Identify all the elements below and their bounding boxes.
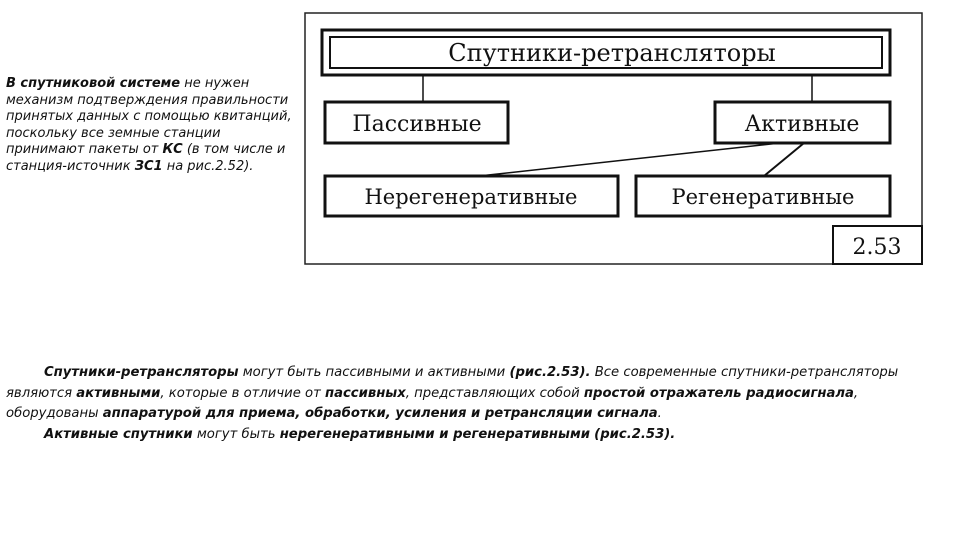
intro-text-2: (в том числе и станция-источник bbox=[6, 142, 286, 174]
p1-text-6: . bbox=[657, 406, 662, 421]
p1-emphasis-active: активными bbox=[76, 385, 161, 401]
p2-emphasis: нерегенеративными и регенеративными bbox=[279, 426, 590, 442]
p1-figure-ref: (рис.2.53). bbox=[509, 365, 591, 380]
paragraph-2 bbox=[6, 425, 941, 446]
nonregenerative-label: Нерегенеративные bbox=[364, 185, 578, 209]
p1-text-5: , оборудованы bbox=[6, 385, 859, 421]
root-label: Спутники-ретрансляторы bbox=[448, 39, 776, 67]
p1-text-2: Все современные спутники-ретрансляторы являются bbox=[6, 365, 899, 401]
p2-figure-ref: (рис.2.53). bbox=[594, 426, 676, 442]
intro-text-3: на рис.2.52). bbox=[162, 158, 254, 174]
active-label: Активные bbox=[744, 112, 860, 137]
intro-emphasis-3: ЗС1 bbox=[134, 158, 163, 174]
body-text bbox=[6, 363, 941, 445]
p1-emphasis-equipment: аппаратурой для приема, обработки, усиления и ретрансляции сигнала bbox=[102, 406, 658, 421]
paragraph-1 bbox=[6, 363, 941, 425]
intro-text-1: не нужен механизм подтверждения правильности принятых данных с помощью квитанций, поскольку все земные станции принимают пакеты от bbox=[6, 76, 292, 158]
p1-text-3: , которые в отличие от bbox=[160, 385, 325, 401]
connector-active-regen bbox=[764, 143, 804, 176]
p1-text-1: могут быть пассивными и активными bbox=[238, 365, 510, 380]
p2-text-1: могут быть bbox=[192, 426, 280, 442]
intro-emphasis-2: КС bbox=[162, 142, 183, 158]
p1-text-4: , представляющих собой bbox=[405, 385, 584, 401]
p1-emphasis-passive: пассивных bbox=[324, 385, 406, 401]
intro-emphasis-1: В спутниковой системе bbox=[6, 76, 181, 91]
regenerative-label: Регенеративные bbox=[671, 185, 855, 209]
p1-emphasis-reflector: простой отражатель радиосигнала bbox=[583, 385, 854, 401]
p2-term: Активные спутники bbox=[44, 426, 193, 442]
p1-term: Спутники-ретрансляторы bbox=[44, 365, 239, 380]
passive-label: Пассивные bbox=[352, 112, 482, 137]
connector-active-nonregen bbox=[479, 143, 780, 176]
figure-number: 2.53 bbox=[852, 235, 902, 260]
